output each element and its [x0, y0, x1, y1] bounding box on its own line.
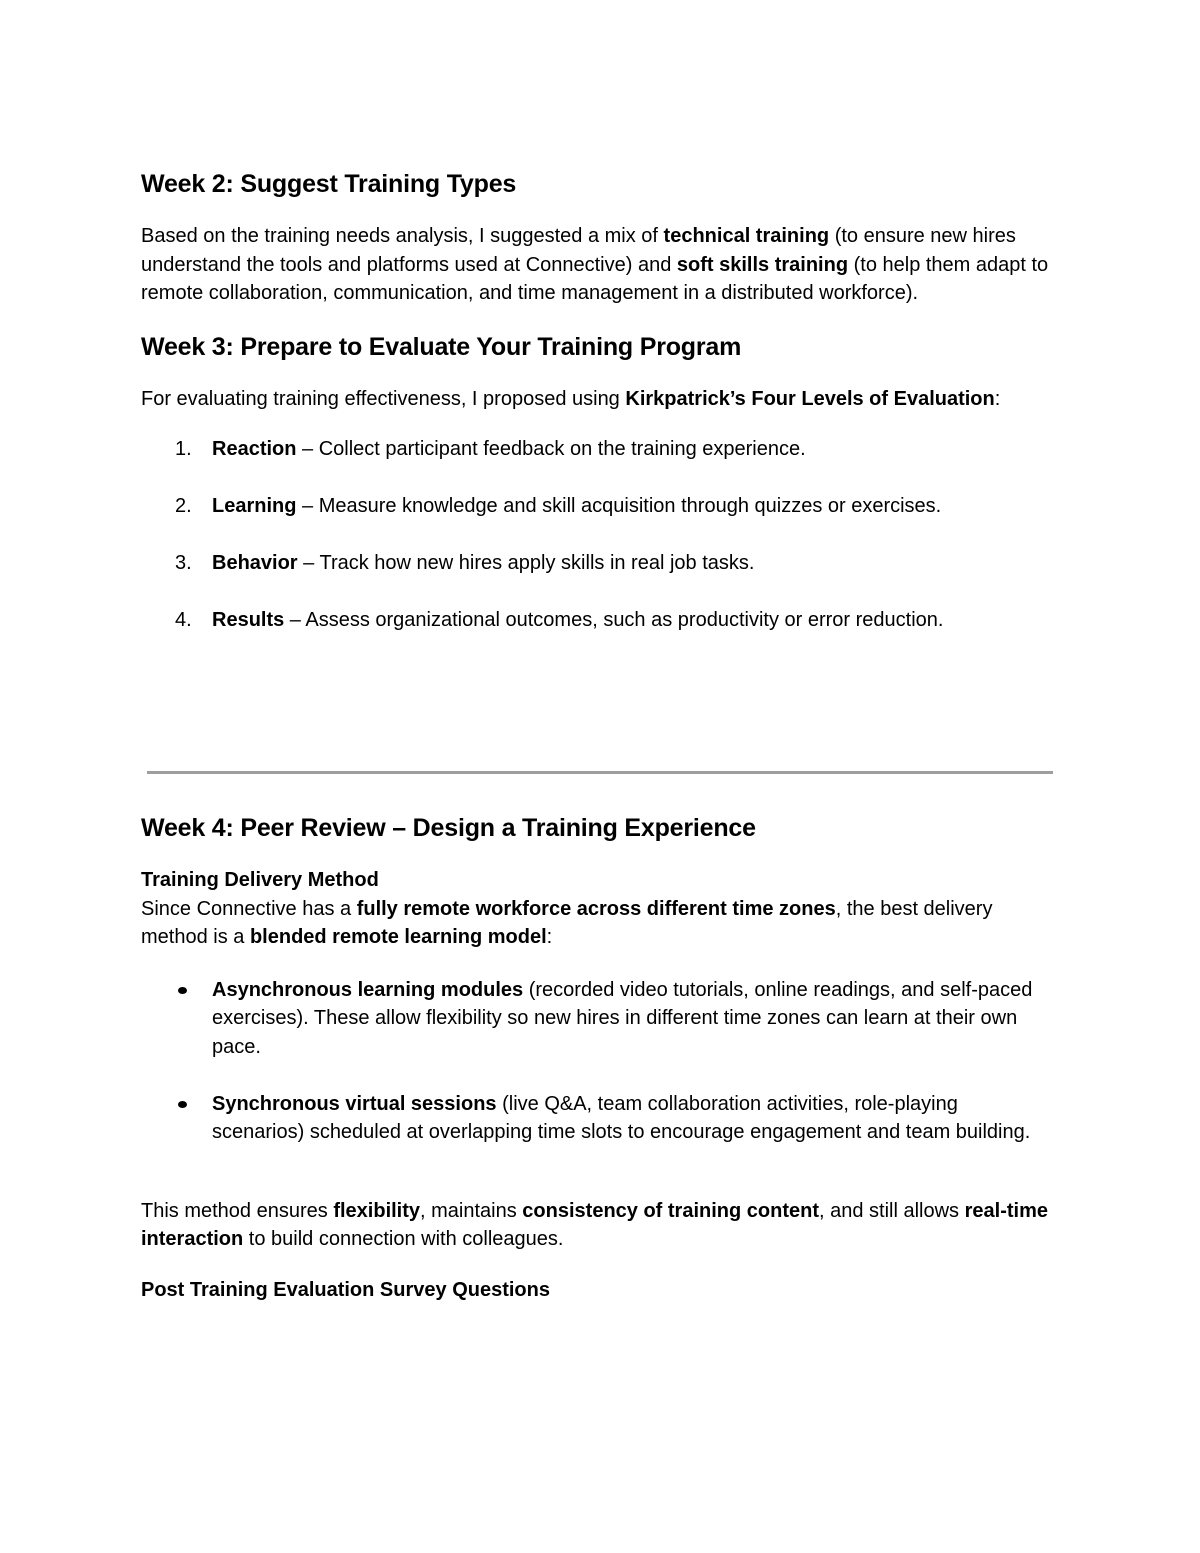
list-item — [141, 606, 1053, 635]
list-number: 1. — [175, 438, 192, 460]
level-term: Reaction — [212, 438, 297, 460]
list-item — [141, 492, 1053, 521]
list-number: 2. — [175, 495, 192, 517]
week4-section — [141, 812, 1053, 1304]
bold-run: consistency of training content — [522, 1199, 819, 1222]
week3-heading: Week 3: Prepare to Evaluate Your Training Program — [141, 332, 742, 361]
list-item — [141, 976, 1053, 1062]
text-run: (to help them adapt to remote collaboration, communication, and time management in a distributed workforce). — [141, 253, 1049, 304]
list-number: 4. — [175, 609, 192, 631]
bullet-desc: (recorded video tutorials, online readings, and self-paced exercises). These allow flexibility so new hires in different time zones can learn at their own pace. — [212, 978, 1033, 1058]
bullet-icon — [178, 1101, 187, 1108]
text-run: This method ensures — [141, 1199, 334, 1222]
level-term: Results — [212, 609, 285, 631]
text-run: to build connection with colleagues. — [243, 1228, 564, 1250]
text-run: , maintains — [420, 1199, 523, 1222]
bold-run: soft skills training — [676, 253, 849, 276]
bold-run: real-time interaction — [141, 1199, 1048, 1250]
week4-heading: Week 4: Peer Review – Design a Training Experience — [141, 814, 756, 842]
delivery-method-heading: Training Delivery Method — [141, 869, 379, 891]
bold-run: blended remote learning model — [249, 926, 547, 948]
list-item — [141, 549, 1053, 578]
text-run: Based on the training needs analysis, I suggested a mix of — [141, 225, 664, 247]
evaluation-levels-list — [141, 435, 1053, 635]
bullet-term: Synchronous virtual sessions — [212, 1092, 497, 1115]
level-desc: – Measure knowledge and skill acquisition through quizzes or exercises. — [296, 495, 942, 517]
level-desc: – Collect participant feedback on the training experience. — [296, 438, 806, 460]
section-divider — [147, 771, 1053, 774]
survey-questions-heading: Post Training Evaluation Survey Questions — [141, 1278, 550, 1301]
bullet-desc: (live Q&A, team collaboration activities, role-playing scenarios) scheduled at overlapping time slots to encourage engagement and team building. — [212, 1092, 1031, 1143]
delivery-intro — [141, 895, 1053, 952]
bullet-icon — [178, 987, 187, 994]
week3-intro — [141, 385, 1053, 414]
list-number: 3. — [175, 552, 192, 574]
level-term: Behavior — [212, 552, 298, 574]
text-run: : — [546, 926, 553, 948]
text-run: , and still allows — [819, 1199, 965, 1222]
delivery-bullets — [141, 976, 1053, 1147]
list-item — [141, 435, 1053, 464]
text-run: : — [994, 387, 1001, 410]
level-term: Learning — [212, 495, 297, 517]
bold-run: fully remote workforce across different time zones — [356, 897, 836, 920]
week2-heading: Week 2: Suggest Training Types — [141, 170, 517, 198]
bullet-term: Asynchronous learning modules — [212, 978, 524, 1001]
text-run: For evaluating training effectiveness, I proposed using — [141, 387, 626, 410]
bold-run: flexibility — [333, 1199, 421, 1222]
text-run: Since Connective has a — [141, 897, 357, 920]
level-desc: – Assess organizational outcomes, such as productivity or error reduction. — [284, 609, 944, 631]
bold-run: technical training — [663, 225, 830, 247]
method-summary — [141, 1197, 1053, 1254]
text-run: , the best delivery method is a — [141, 897, 993, 948]
list-item — [141, 1090, 1053, 1147]
week2-paragraph — [141, 222, 1053, 308]
text-run: (to ensure new hires understand the tools and platforms used at Connective) and — [141, 225, 1016, 276]
bold-run: Kirkpatrick’s Four Levels of Evaluation — [625, 387, 995, 410]
level-desc: – Track how new hires apply skills in real job tasks. — [297, 552, 755, 574]
document-page — [141, 160, 1053, 1301]
